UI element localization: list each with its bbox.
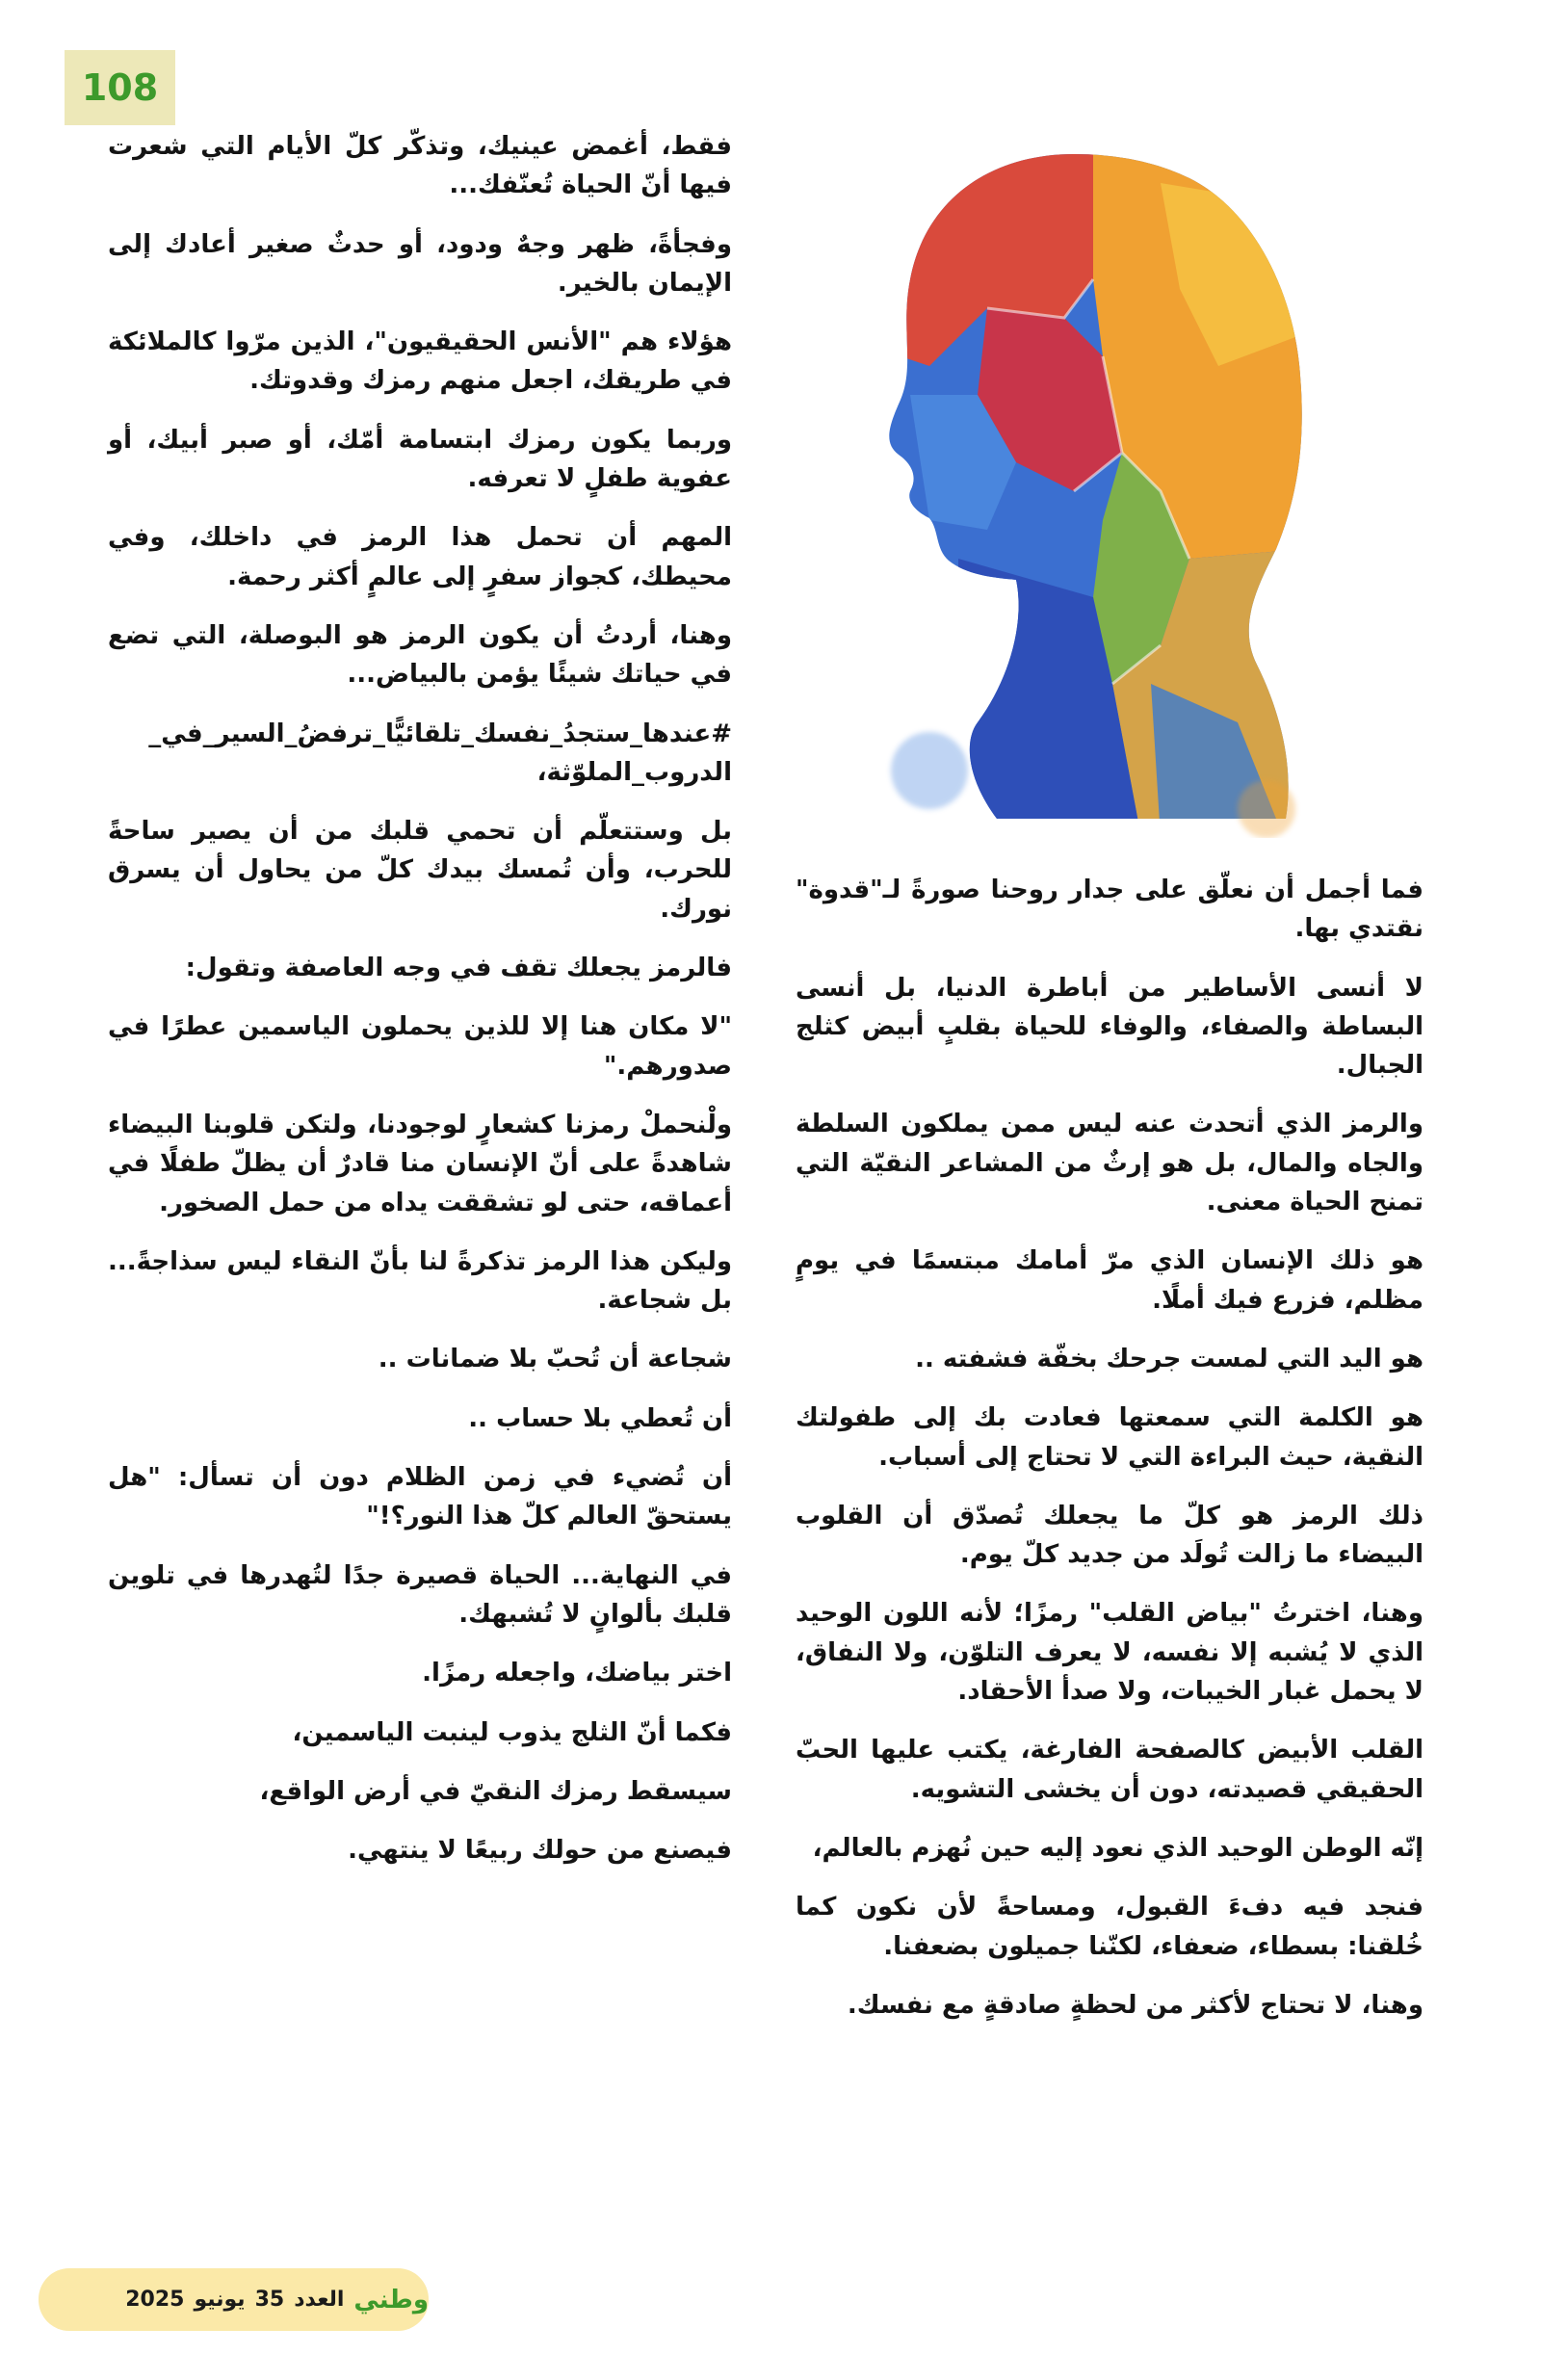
paragraph: وهنا، أردتُ أن يكون الرمز هو البوصلة، التي تضع في حياتك شيئًا يؤمن بالبياض... — [108, 620, 732, 690]
paragraph: القلب الأبيض كالصفحة الفارغة، يكتب عليها الحبّ الحقيقي قصيدته، دون أن يخشى التشويه. — [796, 1736, 1423, 1804]
paragraph: لا أنسى الأساطير من أباطرة الدنيا، بل أنسى البساطة والصفاء، والوفاء للحياة بقلبٍ أبيض كثلج الجبال. — [796, 973, 1423, 1081]
paragraph: فكما أنّ الثلج يذوب لينبت الياسمين، — [292, 1717, 732, 1747]
paragraph: والرمز الذي أتحدث عنه ليس ممن يملكون السلطة والجاه والمال، بل هو إرثٌ من المشاعر النقيّة التي تمنح الحياة معنى. — [796, 1110, 1423, 1217]
magazine-brand: وطني — [353, 2285, 429, 2315]
paragraph: فنجد فيه دفءَ القبول، ومساحةً لأن نكون كما خُلقنا: بسطاء، ضعفاء، لكنّنا جميلون بضعفنا. — [796, 1893, 1423, 1961]
paragraph: فقط، أغمض عينيك، وتذكّر كلّ الأيام التي شعرت فيها أنّ الحياة تُعنّفك... — [108, 132, 732, 200]
paragraph: فالرمز يجعلك تقف في وجه العاصفة وتقول: — [185, 954, 732, 983]
hashtag-paragraph: #عندها_ستجدُ_نفسك_تلقائيًّا_ترفضُ_السير_في_ الدروب_الملوّثة، — [148, 719, 732, 787]
puzzle-head-illustration — [872, 144, 1305, 838]
left-column — [108, 127, 732, 1890]
paragraph: وليكن هذا الرمز تذكرةً لنا بأنّ النقاء ليس سذاجةً... بل شجاعة. — [108, 1246, 732, 1316]
paragraph: هؤلاء هم "الأنس الحقيقيون"، الذين مرّوا كالملائكة في طريقك، اجعل منهم رمزك وقدوتك. — [108, 327, 732, 396]
paragraph: هو ذلك الإنسان الذي مرّ أمامك مبتسمًا في يومٍ مظلم، فزرع فيك أملًا. — [796, 1246, 1423, 1315]
right-column — [796, 871, 1423, 2045]
paragraph: وهنا، اخترتُ "بياض القلب" رمزًا؛ لأنه اللون الوحيد الذي لا يُشبه إلا نفسه، لا يعرف التلوّن، ولا النفاق، لا يحمل غبار الخيبات، ولا صدأ الأحقاد. — [796, 1599, 1423, 1707]
paragraph: فيصنع من حولك ربيعًا لا ينتهي. — [348, 1836, 732, 1866]
issue-year: 2025 — [125, 2288, 185, 2312]
paragraph: هو الكلمة التي سمعتها فعادت بك إلى طفولتك النقية، حيث البراءة التي لا تحتاج إلى أسباب. — [796, 1403, 1423, 1472]
paragraph: اختر بياضك، واجعله رمزًا. — [422, 1659, 732, 1688]
paragraph: بل وستتعلّم أن تحمي قلبك من أن يصير ساحةً للحرب، وأن تُمسك بيدك كلّ من يحاول أن يسرق نورك. — [108, 817, 732, 924]
issue-label: العدد — [294, 2288, 345, 2312]
paragraph: المهم أن تحمل هذا الرمز في داخلك، وفي محيطك، كجواز سفرٍ إلى عالمٍ أكثر رحمة. — [108, 523, 732, 591]
paragraph: وهنا، لا تحتاج لأكثر من لحظةٍ صادقةٍ مع نفسك. — [847, 1990, 1423, 2020]
paragraph: في النهاية... الحياة قصيرة جدًا لتُهدرها في تلوين قلبك بألوانٍ لا تُشبهك. — [108, 1560, 732, 1629]
paragraph: وفجأةً، ظهر وجهٌ ودود، أو حدثٌ صغير أعادك إلى الإيمان بالخير. — [108, 229, 732, 298]
paragraph: وربما يكون رمزك ابتسامة أمّك، أو صبر أبيك، أو عفوية طفلٍ لا تعرفه. — [108, 425, 732, 494]
paragraph: فما أجمل أن نعلّق على جدار روحنا صورةً لـ"قدوة" نقتدي بها. — [796, 876, 1423, 944]
issue-number: 35 — [254, 2288, 285, 2312]
footer-badge — [39, 2268, 429, 2331]
paragraph: ذلك الرمز هو كلّ ما يجعلك تُصدّق أن القلوب البيضاء ما زالت تُولَد من جديد كلّ يوم. — [796, 1501, 1423, 1570]
issue-month: يونيو — [194, 2288, 246, 2312]
paragraph: ولْنحملْ رمزنا كشعارٍ لوجودنا، ولتكن قلوبنا البيضاء شاهدةً على أنّ الإنسان منا قادرٌ أن يظلّ طفلًا في أعماقه، حتى لو تشققت يداه من حمل الصخور. — [108, 1110, 732, 1217]
quote-paragraph: "لا مكان هنا إلا للذين يحملون الياسمين عطرًا في صدورهم." — [108, 1012, 732, 1081]
page-number: 108 — [65, 50, 175, 125]
paragraph: هو اليد التي لمست جرحك بخفّة فشفته .. — [915, 1344, 1423, 1373]
paragraph: أن تُعطي بلا حساب .. — [468, 1403, 732, 1433]
paragraph: شجاعة أن تُحبّ بلا ضمانات .. — [378, 1345, 732, 1374]
paragraph: إنّه الوطن الوحيد الذي نعود إليه حين نُهزم بالعالم، — [812, 1833, 1423, 1863]
paragraph: أن تُضيء في زمن الظلام دون أن تسأل: "هل يستحقّ العالم كلّ هذا النور؟!" — [108, 1463, 732, 1531]
paragraph: سيسقط رمزك النقيّ في أرض الواقع، — [259, 1776, 732, 1806]
